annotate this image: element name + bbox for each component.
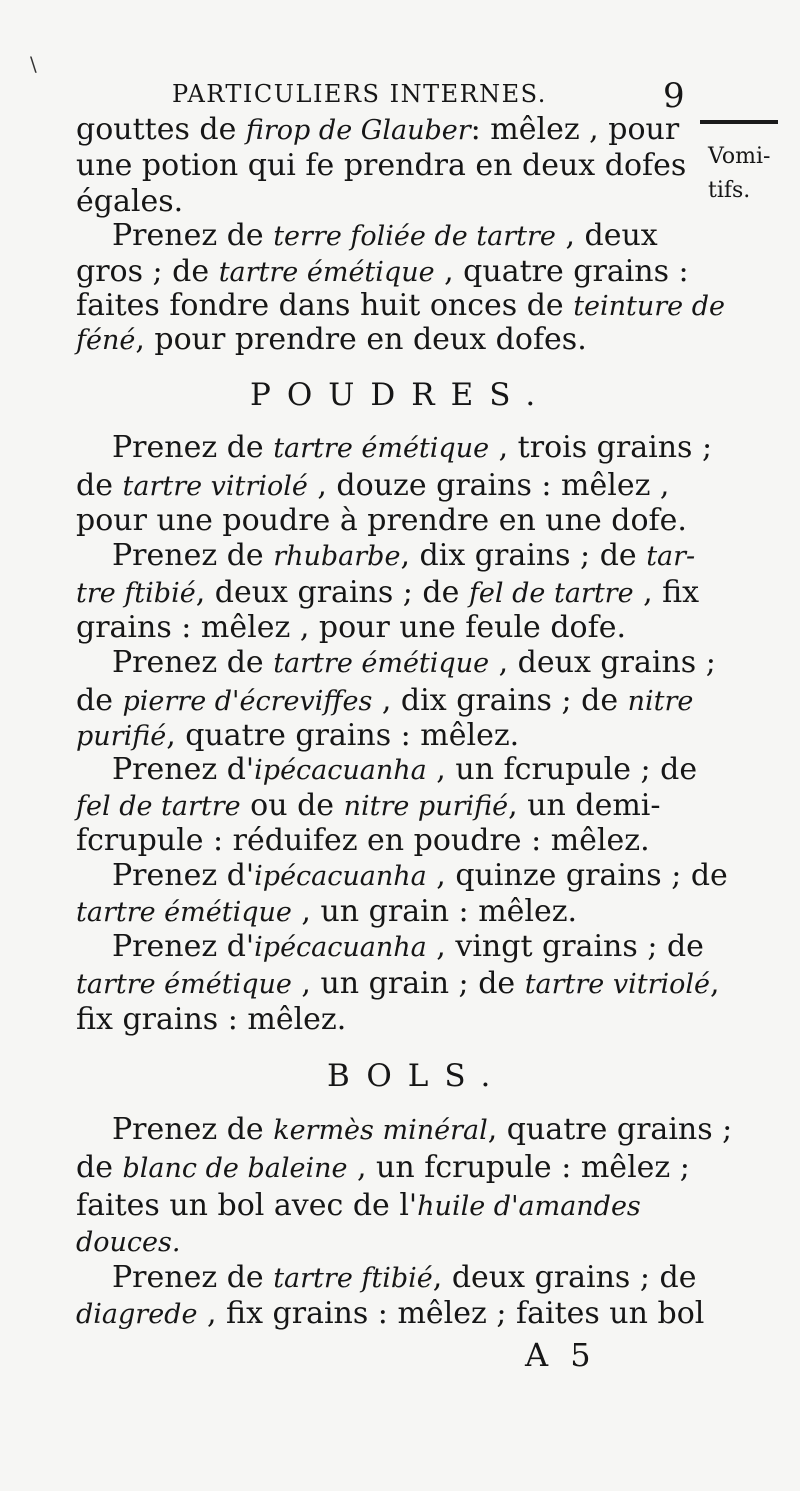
italic-term: ipécacuanha xyxy=(254,755,427,786)
text-line xyxy=(76,468,694,505)
italic-term: féné xyxy=(76,325,136,356)
italic-term: fel de tartre xyxy=(76,791,241,822)
text-run: , quinze grains ; de xyxy=(426,858,728,893)
text-line xyxy=(76,894,694,931)
text-run: ou de xyxy=(240,788,344,823)
italic-term: terre foliée de tartre xyxy=(273,221,556,252)
text-line xyxy=(76,683,694,720)
text-run: , dix grains ; de xyxy=(372,683,628,718)
italic-term: huile d'amandes xyxy=(417,1191,641,1222)
text-line xyxy=(76,1150,694,1187)
italic-term: fel de tartre xyxy=(468,578,634,609)
italic-term: kermès minéral xyxy=(273,1115,488,1146)
italic-term: tartre émétique xyxy=(273,648,490,679)
text-run: , pour prendre en deux dofes. xyxy=(135,322,587,357)
text-line xyxy=(112,929,704,966)
text-line xyxy=(76,148,694,184)
text-line xyxy=(76,1224,694,1261)
italic-term: douces. xyxy=(76,1227,181,1258)
text-line xyxy=(76,112,694,149)
text-run: , deux grains ; xyxy=(489,645,716,680)
text-run: gouttes de xyxy=(76,112,246,147)
text-line xyxy=(76,184,694,220)
italic-term: blanc de baleine xyxy=(122,1153,348,1184)
italic-term: tartre vitriolé xyxy=(122,471,308,502)
text-run: grains : mêlez , pour une feule dofe. xyxy=(76,610,627,645)
text-run: , dix grains ; de xyxy=(400,538,647,573)
text-run: Prenez de xyxy=(112,218,274,253)
text-run: , un demi- xyxy=(508,788,661,823)
text-run: , deux grains ; de xyxy=(432,1260,697,1295)
text-line xyxy=(112,430,713,467)
section-heading-poudres: POUDRES. xyxy=(250,377,552,413)
italic-term: tartre émétique xyxy=(273,433,490,464)
text-run: fcrupule : réduifez en poudre : mêlez. xyxy=(76,823,650,858)
italic-term: tartre émétique xyxy=(76,969,292,1000)
italic-term: tartre ftibié xyxy=(273,1263,433,1294)
italic-term: rhubarbe xyxy=(273,541,401,572)
text-run: , deux grains ; de xyxy=(195,575,469,610)
text-line xyxy=(112,645,716,682)
text-run: , trois grains ; xyxy=(489,430,713,465)
text-run: gros ; de xyxy=(76,254,219,289)
margin-note-line: Vomi- xyxy=(708,144,771,169)
text-line xyxy=(112,752,698,789)
text-run: , quatre grains ; xyxy=(487,1112,733,1147)
italic-term: pierre d'écreviffes xyxy=(122,686,373,717)
text-line xyxy=(76,254,694,291)
italic-term: tartre émétique xyxy=(76,897,292,928)
text-run: Prenez d' xyxy=(112,929,255,964)
italic-term: ipécacuanha xyxy=(254,861,427,892)
text-line xyxy=(76,1296,705,1333)
text-run: Prenez de xyxy=(112,1260,274,1295)
page-number: 9 xyxy=(663,76,685,116)
text-run: Prenez d' xyxy=(112,752,255,787)
text-line xyxy=(112,1112,733,1149)
text-run: Prenez de xyxy=(112,430,274,465)
edge-mark: \ xyxy=(30,52,37,76)
text-run: , fix grains : mêlez ; faites un bol xyxy=(197,1296,705,1331)
italic-term: tartre vitriolé xyxy=(524,969,711,1000)
italic-term: firop de Glauber xyxy=(245,115,471,146)
text-run: , un fcrupule ; de xyxy=(426,752,698,787)
text-run: Prenez de xyxy=(112,538,274,573)
margin-rule xyxy=(700,120,778,124)
text-run: , vingt grains ; de xyxy=(426,929,704,964)
text-run: une potion qui fe prendra en deux dofes xyxy=(76,148,687,183)
text-run: , quatre grains : mêlez. xyxy=(166,718,520,753)
text-run: Prenez d' xyxy=(112,858,255,893)
text-run: faites un bol avec de l' xyxy=(76,1188,418,1223)
italic-term: teinture de xyxy=(573,291,726,322)
text-line xyxy=(76,966,720,1003)
text-line xyxy=(76,322,694,359)
signature-mark: A 5 xyxy=(525,1336,597,1374)
text-line xyxy=(112,218,694,255)
margin-note-line: tifs. xyxy=(708,178,751,203)
text-run: , deux xyxy=(555,218,658,253)
text-line xyxy=(76,288,726,325)
text-line xyxy=(76,718,694,755)
italic-term: nitre xyxy=(627,686,694,717)
text-line xyxy=(76,610,694,646)
text-run: , douze grains : mêlez , xyxy=(307,468,670,503)
text-line xyxy=(76,1002,694,1038)
running-title: PARTICULIERS INTERNES. xyxy=(172,80,547,108)
text-run: , fix xyxy=(633,575,700,610)
text-run: , un fcrupule : mêlez ; xyxy=(347,1150,690,1185)
text-line xyxy=(76,503,694,539)
italic-term: diagrede xyxy=(76,1299,198,1330)
text-run: de xyxy=(76,683,123,718)
text-run: égales. xyxy=(76,184,184,219)
text-run: Prenez de xyxy=(112,1112,274,1147)
italic-term: ipécacuanha xyxy=(254,932,427,963)
text-line xyxy=(112,858,728,895)
text-run: , un grain ; de xyxy=(291,966,525,1001)
text-line xyxy=(76,788,694,825)
text-run: , quatre grains : xyxy=(434,254,689,289)
text-run: de xyxy=(76,468,123,503)
text-run: fix grains : mêlez. xyxy=(76,1002,347,1037)
italic-term: tre ftibié xyxy=(76,578,196,609)
text-line xyxy=(112,538,694,575)
text-line xyxy=(76,575,700,612)
text-line xyxy=(76,1188,694,1225)
italic-term: nitre purifié xyxy=(343,791,509,822)
italic-term: tartre émétique xyxy=(218,257,435,288)
text-run: faites fondre dans huit onces de xyxy=(76,288,574,323)
text-run: , un grain : mêlez. xyxy=(291,894,578,929)
section-heading-bols: BOLS. xyxy=(327,1058,507,1094)
text-run: , xyxy=(710,966,720,1001)
italic-term: tar- xyxy=(646,541,696,572)
italic-term: purifié xyxy=(76,721,167,752)
text-run: de xyxy=(76,1150,123,1185)
text-run: pour une poudre à prendre en une dofe. xyxy=(76,503,687,538)
margin-note xyxy=(708,140,770,208)
text-run: Prenez de xyxy=(112,645,274,680)
text-line xyxy=(112,1260,697,1297)
text-line xyxy=(76,823,694,859)
text-run: : mêlez , pour xyxy=(470,112,680,147)
